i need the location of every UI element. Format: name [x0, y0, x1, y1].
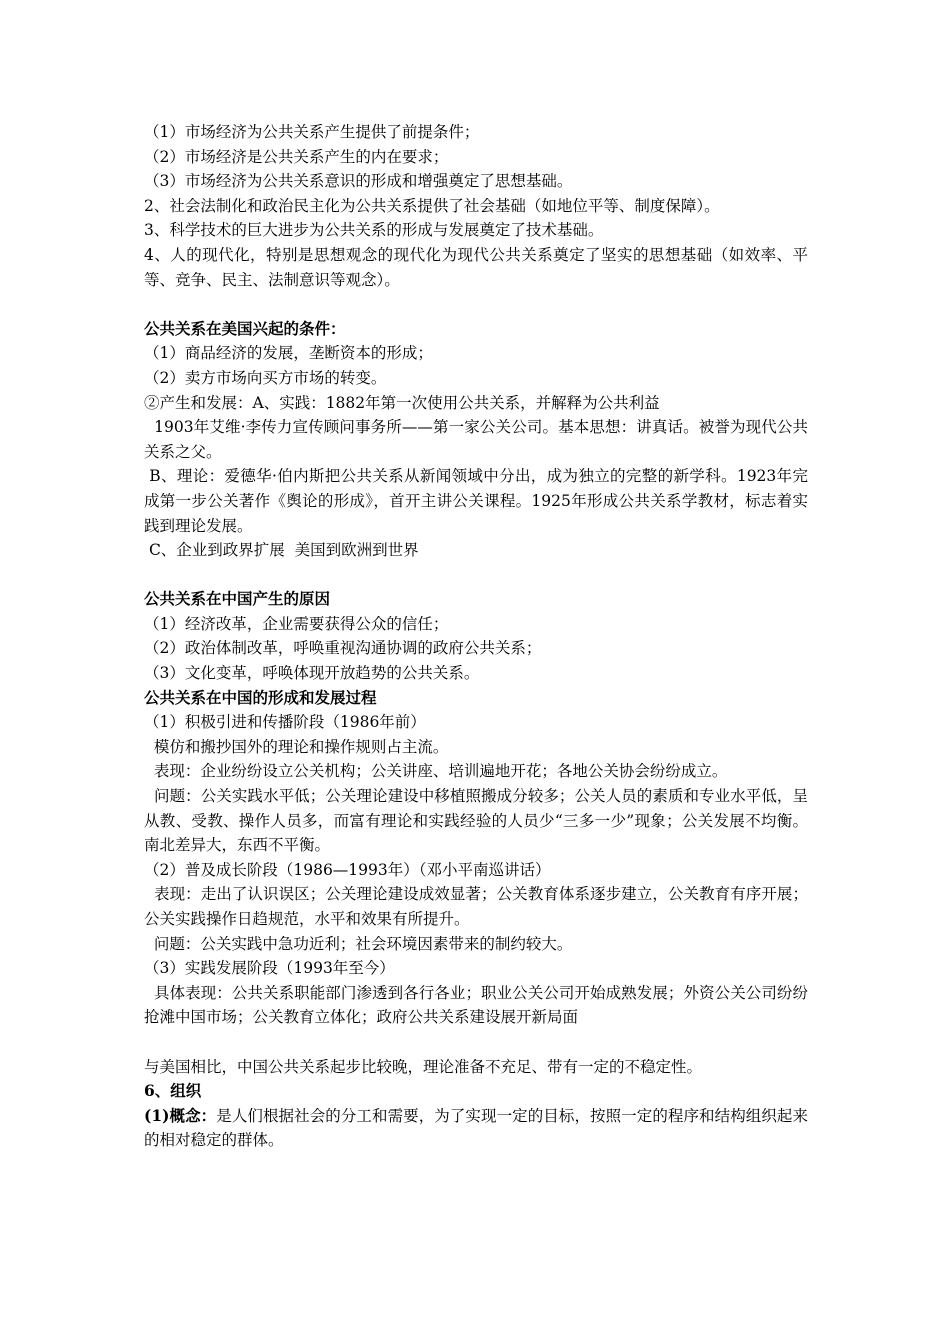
- blank-line: [144, 563, 808, 588]
- paragraph-19: 问题：公关实践水平低；公关理论建设中移植照搬成分较多；公关人员的素质和专业水平低，呈从教、受教、操作人员多，而富有理论和实践经验的人员少“三多一少”现象；公关发展不均衡。南北差异大，东西不平衡。: [144, 787, 808, 855]
- heading-us-rise-conditions: 公共关系在美国兴起的条件：: [144, 318, 346, 338]
- paragraph-15: （3）文化变革，呼唤体现开放趋势的公共关系。: [144, 664, 480, 683]
- paragraph-17: 模仿和搬抄国外的理论和操作规则占主流。: [144, 737, 449, 756]
- paragraph-12: C、企业到政界扩展 美国到欧洲到世界: [144, 541, 419, 560]
- paragraph-concept: [144, 1104, 808, 1153]
- blank-line: [144, 1030, 808, 1055]
- paragraph-18: 表现：企业纷纷设立公关机构；公关讲座、培训遍地开花；各地公关协会纷纷成立。: [144, 762, 728, 781]
- paragraph-24: 具体表现：公共关系职能部门渗透到各行各业；职业公关公司开始成熟发展；外资公关公司纷纷抢滩中国市场；公关教育立体化；政府公共关系建设展开新局面: [144, 983, 808, 1027]
- paragraph-13: （1）经济改革，企业需要获得公众的信任；: [144, 614, 449, 633]
- paragraph-9: ②产生和发展：A、实践：1882年第一次使用公共关系，并解释为公共利益: [144, 393, 660, 412]
- paragraph-23: （3）实践发展阶段（1993年至今）: [144, 959, 395, 978]
- paragraph-25: 与美国相比，中国公共关系起步比较晚，理论准备不充足、带有一定的不稳定性。: [144, 1057, 703, 1076]
- paragraph-3: （3）市场经济为公共关系意识的形成和增强奠定了思想基础。: [144, 172, 573, 191]
- paragraph-2: （2）市场经济是公共关系产生的内在要求；: [144, 147, 449, 166]
- paragraph-10: 1903年艾维·李传力宣传顾问事务所——第一家公关公司。基本思想：讲真话。被誉为现代公共关系之父。: [144, 418, 808, 461]
- paragraph-22: 问题：公关实践中急功近利；社会环境因素带来的制约较大。: [144, 934, 573, 953]
- heading-china-origin-reasons: 公共关系在中国产生的原因: [144, 589, 331, 609]
- document-page: [144, 120, 808, 1153]
- paragraph-21: 表现：走出了认识误区；公关理论建设成效显著；公关教育体系逐步建立，公关教育有序开展；公关实践操作日趋规范，水平和效果有所提升。: [144, 885, 808, 928]
- paragraph-8: （2）卖方市场向买方市场的转变。: [144, 368, 387, 387]
- concept-text: 是人们根据社会的分工和需要，为了实现一定的目标，按照一定的程序和结构组织起来的相对稳定的群体。: [144, 1106, 808, 1150]
- paragraph-5: 3、科学技术的巨大进步为公共关系的形成与发展奠定了技术基础。: [144, 221, 604, 240]
- concept-label: (1)概念：: [144, 1105, 217, 1125]
- paragraph-7: （1）商品经济的发展，垄断资本的形成；: [144, 344, 433, 363]
- paragraph-6: 4、人的现代化，特别是思想观念的现代化为现代公共关系奠定了坚实的思想基础（如效率、平等、竞争、民主、法制意识等观念）。: [144, 245, 808, 289]
- paragraph-14: （2）政治体制改革，呼唤重视沟通协调的政府公共关系；: [144, 639, 542, 658]
- paragraph-1: （1）市场经济为公共关系产生提供了前提条件；: [144, 123, 480, 141]
- blank-line: [144, 292, 808, 317]
- paragraph-11: B、理论：爱德华·伯内斯把公共关系从新闻领域中分出，成为独立的完整的新学科。1923年完成第一步公关著作《舆论的形成》，首开主讲公关课程。1925年形成公共关系学教材，标志着实践到理论发展。: [144, 467, 808, 535]
- paragraph-20: （2）普及成长阶段（1986—1993年）（邓小平南巡讲话）: [144, 860, 551, 879]
- heading-organization: 6、组织: [144, 1081, 202, 1101]
- heading-china-development: 公共关系在中国的形成和发展过程: [144, 687, 377, 707]
- paragraph-16: （1）积极引进和传播阶段（1986年前）: [144, 713, 426, 732]
- paragraph-4: 2、社会法制化和政治民主化为公共关系提供了社会基础（如地位平等、制度保障）。: [144, 196, 720, 215]
